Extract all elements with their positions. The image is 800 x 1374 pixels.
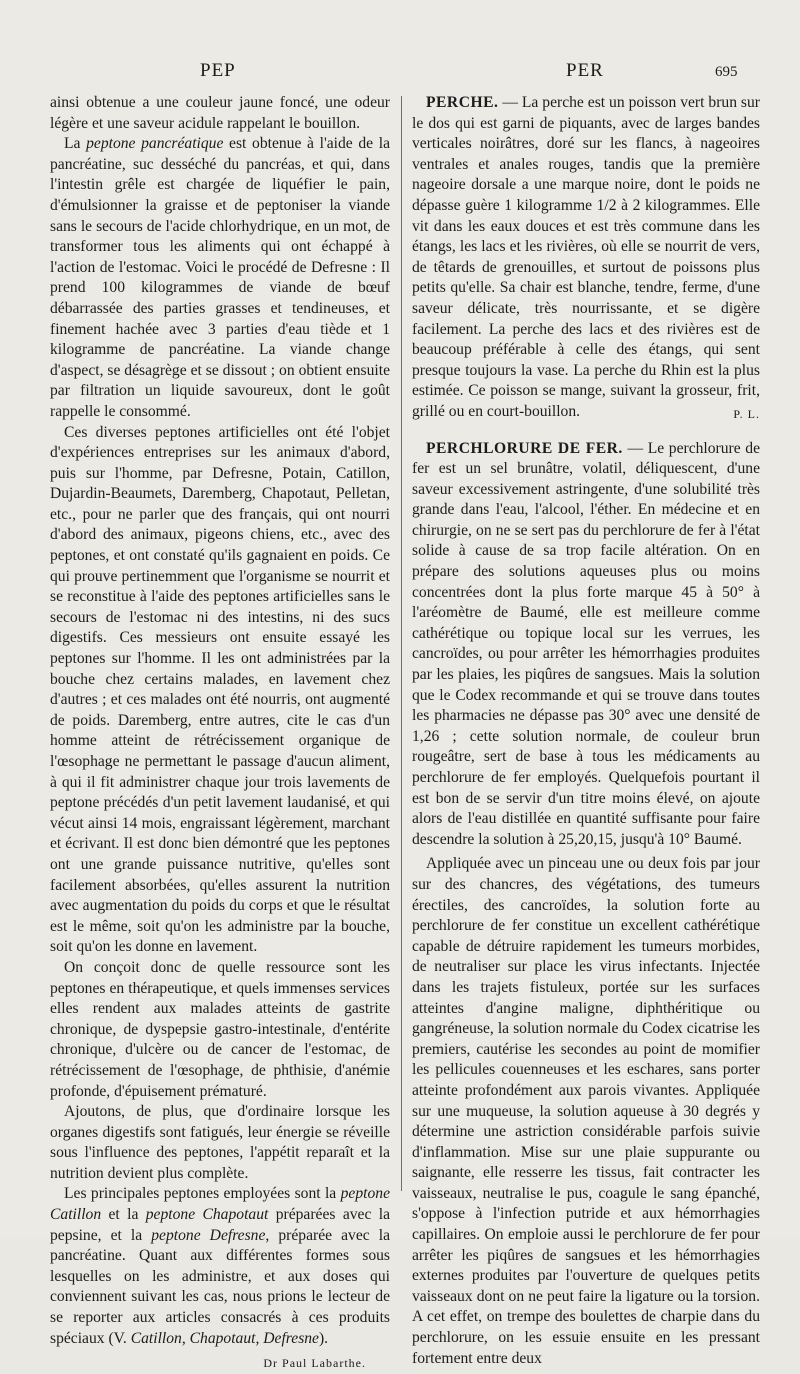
text-run: ). xyxy=(318,1329,329,1347)
text-run: et la xyxy=(101,1206,146,1224)
paragraph-therapeutique: On conçoit donc de quelle ressource sont les peptones en thérapeutique, et quels immenses services elles rendent aux malades atteints de gastrite chronique, de dyspepsie gastro-intestinale, d'entérite chronique, d'ulcère ou de cancer de l'estomac, de rétrécissement de l'œsophage, de phthisie, d'anémie profonde, d'épuisement prématuré. xyxy=(50,958,390,1100)
italic-term: peptone Catillon xyxy=(50,1185,390,1224)
italic-term: peptone pancréatique xyxy=(86,135,224,153)
text-run: Les principales peptones employées sont la xyxy=(64,1185,341,1203)
italic-term: peptone Chapotaut xyxy=(145,1206,269,1224)
paragraph-experiences: Ces diverses peptones artificielles ont été l'objet d'expériences entreprises sur les animaux d'abord, puis sur l'homme, par Defresne, Potain, Catillon, Dujardin-Beaumets, Daremberg, Chapotaut, Pelletan, etc., pour ne parler que des français, qui ont nourri d'abord des animaux, pigeons chiens, etc., avec des peptones, et ont constaté qu'ils gagnaient en poids. Ce qui prouve pertinemment que l'organisme se nourrit et se reconstitue à l'aide des peptones artificielles sans le secours de l'estomac ni des intestins, ni des sucs digestifs. Ces messieurs ont ensuite essayé les peptones sur l'homme. Il les ont administrées par la bouche chez certains malades, en lavement chez d'autres ; et ces malades ont été nourris, ont augmenté de poids. Daremberg, entre autres, cite le cas d'un homme atteint de rétrécissement organique de l'œsophage ne permettant le passage d'aucun aliment, à qui il fit administrer chaque jour trois lavements de peptone précédés d'un petit lavement laudanisé, et qui vécut ainsi 14 mois, engraissant légèrement, marchant et écrivant. Il est donc bien démontré que les peptones ont une grande puissance nutritive, qu'elles sont facilement absorbées, qu'elles assurent la nutrition avec augmentation du poids du corps et que le résultat est le même, soit qu'on les administre par la bouche, soit qu'on les donne en lavement. xyxy=(50,423,390,956)
right-column xyxy=(412,93,760,1369)
italic-term: peptone Defresne xyxy=(151,1226,266,1244)
paragraph-peptone-end: ainsi obtenue a une couleur jaune foncé, une odeur légère et une saveur acidule rappelant le bouillon. xyxy=(50,94,390,132)
page-number: 695 xyxy=(715,64,738,80)
author-signature: Dr Paul Labarthe. xyxy=(263,1356,366,1371)
entry-text: — La perche est un poisson vert brun sur le dos qui est garni de piquants, avec de larges bandes verticales noirâtres, doré sur les flancs, à nageoires ventrales et anales rouges, tandis que la première nageoire dorsale a une marque noire, dont le poids ne dépasse guère 1 kilogramme 1/2 à 2 kilogrammes. Elle vit dans les eaux douces et est très commune dans les étangs, les lacs et les rivières, où elle se nourrit de vers, de têtards de grenouilles, et surtout de poissons plus petits qu'elle. Sa chair est blanche, tendre, ferme, d'une saveur délicate, très nourrissante, et se digère facilement. La perche des lacs et des rivières est de beaucoup préférable à celle des étangs, qui sent presque toujours la vase. La perche du Rhin est la plus estimée. Ce poisson se mange, suivant la grosseur, frit, grillé ou en court-bouillon. xyxy=(412,94,760,420)
running-head-left: PEP xyxy=(200,60,236,81)
paragraph-ajoutons: Ajoutons, de plus, que d'ordinaire lorsque les organes digestifs sont fatigués, leur énergie se réveille sous l'influence des peptones, l'appétit reparaît et la nutrition devient plus complète. xyxy=(50,1103,390,1182)
text-run: est obtenue à l'aide de la pancréatine, suc desséché du pancréas, et qui, dans l'intestin grêle est chargée de liquéfier le pain, d'émulsionner la graisse et de peptoniser la viande sans le secours de l'acide chlorhydrique, en un mot, de transformer tous les aliments qui ont échappé à l'action de l'estomac. Voici le procédé de Defresne : Il prend 100 kilogrammes de viande de bœuf débarrassée des parties grasses et tendineuses, et finement hachée avec 3 parties d'eau tiède et 1 kilogramme de pancréatine. La viande change d'aspect, se désagrège et se dissout ; on obtient ensuite par filtration un liquide savoureux, dont le goût rappelle le consommé. xyxy=(50,135,390,420)
italic-term: Catillon, Chapotaut, Defresne xyxy=(130,1329,319,1347)
running-head xyxy=(0,58,800,88)
column-divider xyxy=(401,96,402,1191)
text-run: préparées avec la pepsine, et la xyxy=(50,1206,391,1244)
running-head-right: PER xyxy=(566,60,604,81)
entry-spacer xyxy=(412,423,760,439)
entry-heading: PERCHE. xyxy=(426,94,499,111)
entry-perchlorure xyxy=(412,439,760,851)
text-run: , préparée avec la pancréatine. Quant aux différentes formes sous lesquelles on les administre, et aux doses qui conviennent suivant les cas, nous prions le lecteur de se reporter aux articles consacrés à ces produits spéciaux (V. xyxy=(50,1226,390,1347)
left-column xyxy=(50,93,390,1374)
entry-perche xyxy=(412,93,760,423)
author-initials: P. L. xyxy=(733,406,760,421)
entry-heading: PERCHLORURE DE FER. xyxy=(426,439,623,457)
paragraph-peptone-pancreatique xyxy=(50,134,390,422)
paragraph-principales-peptones xyxy=(50,1184,390,1349)
text-run: La xyxy=(64,135,87,153)
entry-text: — Le perchlorure de fer est un sel brunâtre, volatil, déliquescent, d'une saveur excessivement astringente, d'une solubilité très grande dans l'eau, l'alcool, l'éther. En médecine et en chirurgie, on ne se sert pas du perchlorure de fer à l'état solide à cause de sa trop facile altération. On en prépare des solutions aqueuses plus ou moins concentrées dont la plus forte marque 45 à 50° à l'aréomètre de Baumé, elle est meilleure comme cathérétique ou topique local sur les verrues, les cancroïdes, ou pour arrêter les hémorrhagies produites par les plaies, les piqûres de sangsues. Mais la solution que le Codex recommande et qui se trouve dans toutes les pharmacies ne dépasse pas 30° avec une densité de 1,26 ; cette solution normale, de couleur brun rougeâtre, sert de base à tous les médicaments au perchlorure de fer employés. Quelquefois pourtant il est bon de se servir d'un titre moins élevé, on ajoute alors de l'eau distillée en quantité suffisante pour faire descendre la solution à 25,20,15, jusqu'à 10° Baumé. xyxy=(412,439,761,848)
paragraph-appliquee: Appliquée avec un pinceau une ou deux fois par jour sur des chancres, des végétations, des tumeurs érectiles, des cancroïdes, la solution forte au perchlorure de fer constitue un excellent cathérétique capable de détruire rapidement les tumeurs morbides, de neutraliser sur place les virus infectants. Injectée dans les trajets fistuleux, portée sur les surfaces atteintes d'angine maligne, diphthéritique ou gangréneuse, la solution normale du Codex cicatrise les premiers, cautérise les secondes au point de momifier les pellicules couenneuses et les eschares, sans porter atteinte profondément aux parois vivantes. Appliquée sur une muqueuse, la solution aqueuse à 30 degrés y détermine une astriction considérable parfois suivie d'inflammation. Mise sur une plaie suppurante ou saignante, elle resserre les tissus, fait contracter les vaisseaux, neutralise le pus, coagule le sang épanché, s'oppose à l'infection putride et aux hémorrhagies capillaires. On emploie aussi le perchlorure de fer pour arrêter les piqûres de sangsues et les hémorrhagies externes produites par l'ouverture de quelques petits vaisseaux dont on ne peut faire la ligature ou la torsion. A cet effet, on trempe des boulettes de charpie dans du perchlorure, on les essuie ensuite en les pressant fortement entre deux xyxy=(412,855,760,1367)
